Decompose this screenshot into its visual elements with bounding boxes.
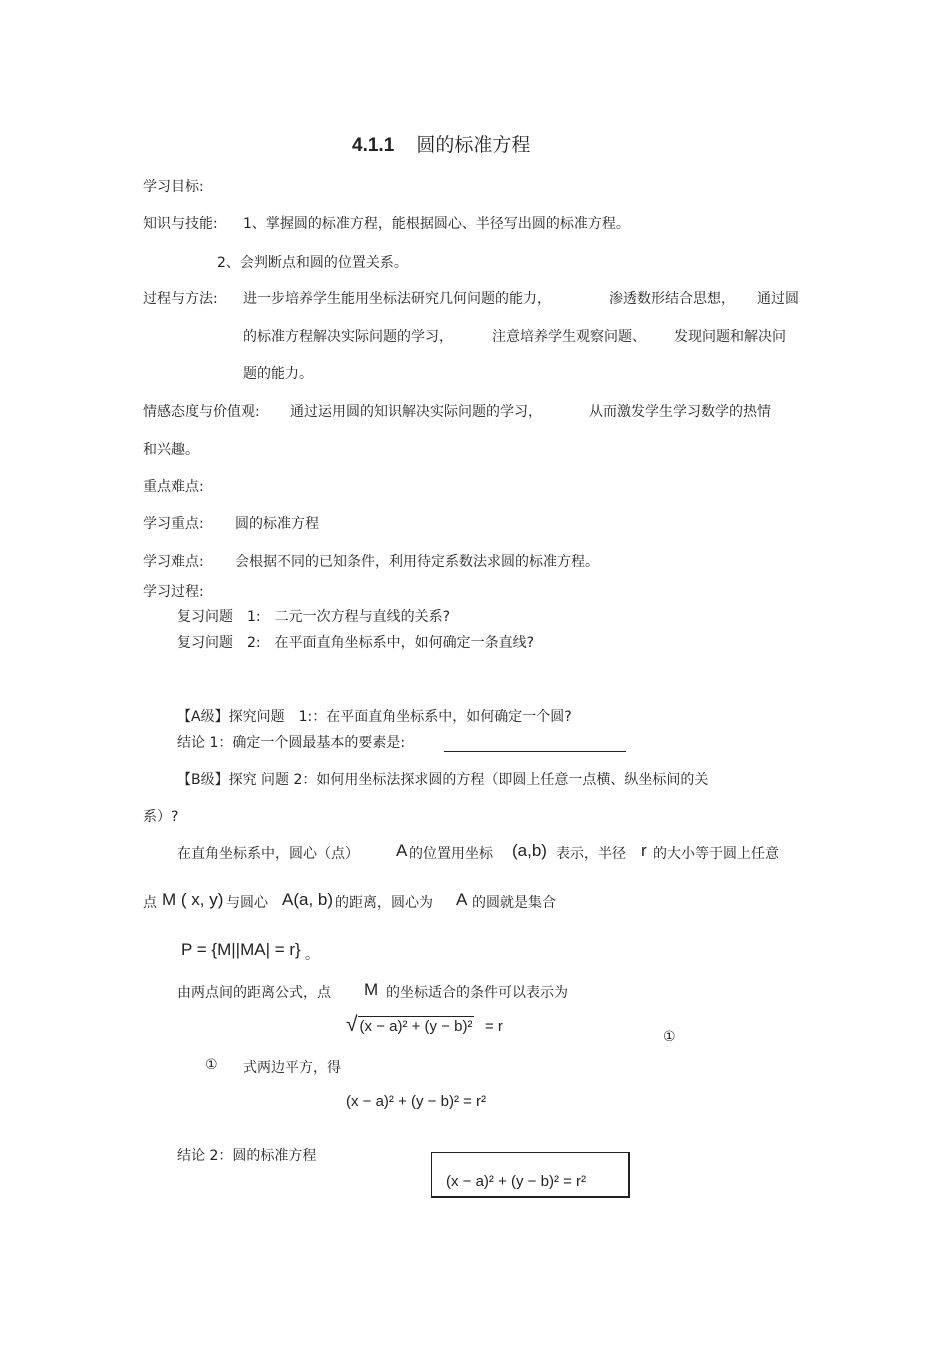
equation-1-mark: ① [663, 1029, 676, 1045]
setup-1f: r [641, 841, 647, 860]
page-title [352, 130, 530, 157]
setup-2e: 的距离，圆心为 [335, 895, 433, 911]
process-heading: 学习过程: [143, 584, 204, 600]
setup-1a: 在直角坐标系中，圆心（点） [177, 846, 359, 862]
setup-2g: 的圆就是集合 [472, 895, 556, 911]
setup-1c: 的位置用坐标 [409, 846, 493, 862]
conclusion-1-text: 结论 1：确定一个圆最基本的要素是: [177, 735, 406, 751]
setup-2d: A(a, b) [282, 890, 334, 909]
goals-heading: 学习目标: [143, 179, 204, 195]
setup-2f: A [456, 890, 468, 909]
section-number: 4.1.1 [352, 135, 395, 156]
setup-1d: (a,b) [512, 841, 547, 860]
difficulty-text: 会根据不同的已知条件，利用待定系数法求圆的标准方程。 [235, 554, 599, 570]
b-level-question-1: 【B级】探究 问题 2：如何用坐标法探求圆的方程（即圆上任意一点横、纵坐标间的关 [177, 772, 709, 788]
setup-1e: 表示，半径 [556, 846, 626, 862]
sqrt-symbol: √ [346, 1013, 358, 1036]
skills-label: 知识与技能: [143, 216, 218, 232]
method-line-2c: 发现问题和解决问 [674, 329, 786, 345]
equation-1 [346, 1013, 503, 1037]
square-text: 式两边平方，得 [243, 1060, 341, 1076]
focus-label: 学习重点: [143, 516, 204, 532]
emotion-line-2: 和兴趣。 [143, 442, 199, 458]
b-level-question-2: 系）? [143, 809, 179, 825]
equation-1-inner: (x − a)² + (y − b)² [359, 1018, 473, 1035]
set-equation: P = {M||MA| = r} [181, 940, 301, 959]
emotion-line-1a: 通过运用圆的知识解决实际问题的学习， [290, 404, 542, 420]
a-level-question: 【A级】探究问题 1:：在平面直角坐标系中，如何确定一个圆? [177, 709, 572, 725]
distance-c: 的坐标适合的条件可以表示为 [386, 985, 568, 1001]
skills-item-1: 1、掌握圆的标准方程，能根据圆心、半径写出圆的标准方程。 [243, 216, 630, 232]
setup-2c: 与圆心 [226, 895, 268, 911]
difficulty-label: 学习难点: [143, 554, 204, 570]
answer-blank [444, 739, 626, 752]
set-equation-end: 。 [305, 947, 319, 963]
setup-1b: A [396, 841, 408, 860]
equation-2: (x − a)² + (y − b)² = r² [346, 1093, 487, 1110]
skills-item-2: 2、会判断点和圆的位置关系。 [217, 255, 408, 271]
setup-1g: 的大小等于圆上任意 [653, 846, 779, 862]
method-line-1b: 渗透数形结合思想， [609, 291, 735, 307]
conclusion-2: 结论 2：圆的标准方程 [177, 1148, 317, 1164]
method-line-3: 题的能力。 [243, 366, 313, 382]
setup-2b: M ( x, y) [162, 890, 224, 909]
equation-1-rhs: = r [484, 1018, 503, 1035]
emotion-label: 情感态度与价值观: [143, 404, 260, 420]
setup-2a: 点 [143, 895, 157, 911]
distance-a: 由两点间的距离公式，点 [177, 985, 331, 1001]
conclusion-1 [177, 732, 626, 752]
distance-b: M [364, 980, 379, 999]
review-question-1: 复习问题 1: 二元一次方程与直线的关系? [177, 609, 451, 625]
focus-text: 圆的标准方程 [235, 516, 319, 532]
title-text: 圆的标准方程 [416, 134, 531, 156]
method-line-2b: 注意培养学生观察问题、 [492, 329, 646, 345]
method-line-1c: 通过圆 [757, 291, 799, 307]
method-line-1a: 进一步培养学生能用坐标法研究几何问题的能力， [243, 291, 551, 307]
keypoints-heading: 重点难点: [143, 479, 204, 495]
square-mark: ① [205, 1057, 218, 1073]
review-question-2: 复习问题 2: 在平面直角坐标系中，如何确定一条直线? [177, 635, 535, 651]
standard-equation: (x − a)² + (y − b)² = r² [446, 1173, 587, 1190]
method-label: 过程与方法: [143, 291, 218, 307]
method-line-2a: 的标准方程解决实际问题的学习， [243, 329, 453, 345]
emotion-line-1b: 从而激发学生学习数学的热情 [589, 404, 771, 420]
